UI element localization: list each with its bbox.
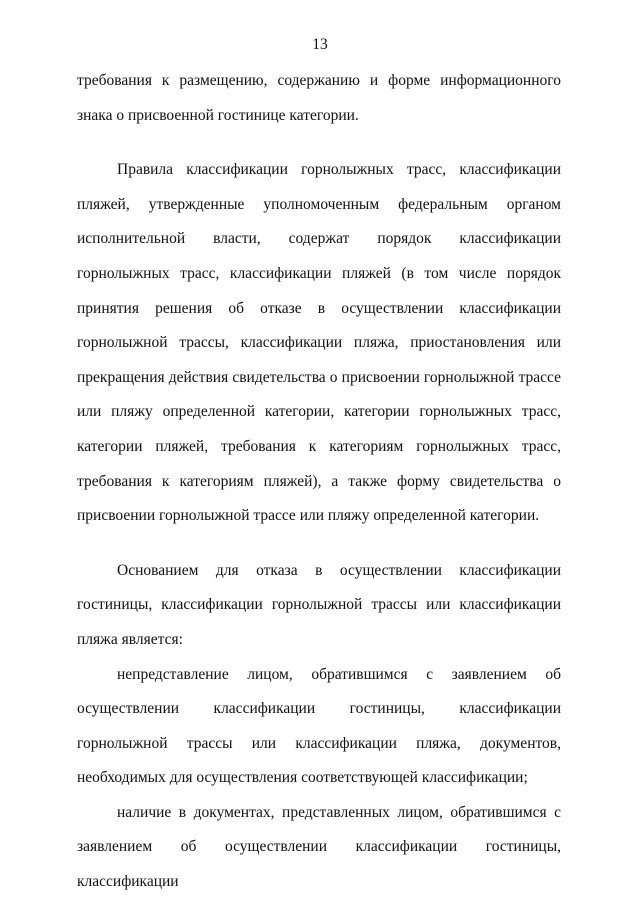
paragraph-refusal-ground-missing-docs: непредставление лицом, обратившимся с заявлением об осуществлении классификации гостиницы, классификации горнолыжной трассы или классификации пляжа, документов, необходимых для осуществления соответствующей классификации; bbox=[77, 665, 561, 787]
paragraph-hotel-sign-requirements: требования к размещению, содержанию и форме информационного знака о присвоенной гостинице категории. bbox=[77, 72, 561, 124]
page-number: 13 bbox=[312, 36, 328, 53]
paragraph-refusal-grounds-intro: Основанием для отказа в осуществлении классификации гостиницы, классификации горнолыжной трассы или классификации пляжа является: bbox=[77, 561, 561, 648]
document-body bbox=[77, 64, 561, 900]
paragraph-classification-rules: Правила классификации горнолыжных трасс, классификации пляжей, утвержденные уполномоченным федеральным органом исполнительной власти, содержат порядок классификации горнолыжных трасс, классификации пляжей (в том числе порядок принятия решения об отказе в осуществлении классификации горнолыжной трассы, классификации пляжа, приостановления или прекращения действия свидетельства о присвоении горнолыжной трассе или пляжу определенной категории, категории горнолыжных трасс, категории пляжей, требования к категориям горнолыжных трасс, требования к категориям пляжей), а также форму свидетельства о присвоении горнолыжной трассе или пляжу определенной категории. bbox=[77, 161, 561, 525]
paragraph-refusal-ground-false-info: наличие в документах, представленных лицом, обратившимся с заявлением об осуществлении классификации гостиницы, классификации bbox=[77, 803, 561, 891]
